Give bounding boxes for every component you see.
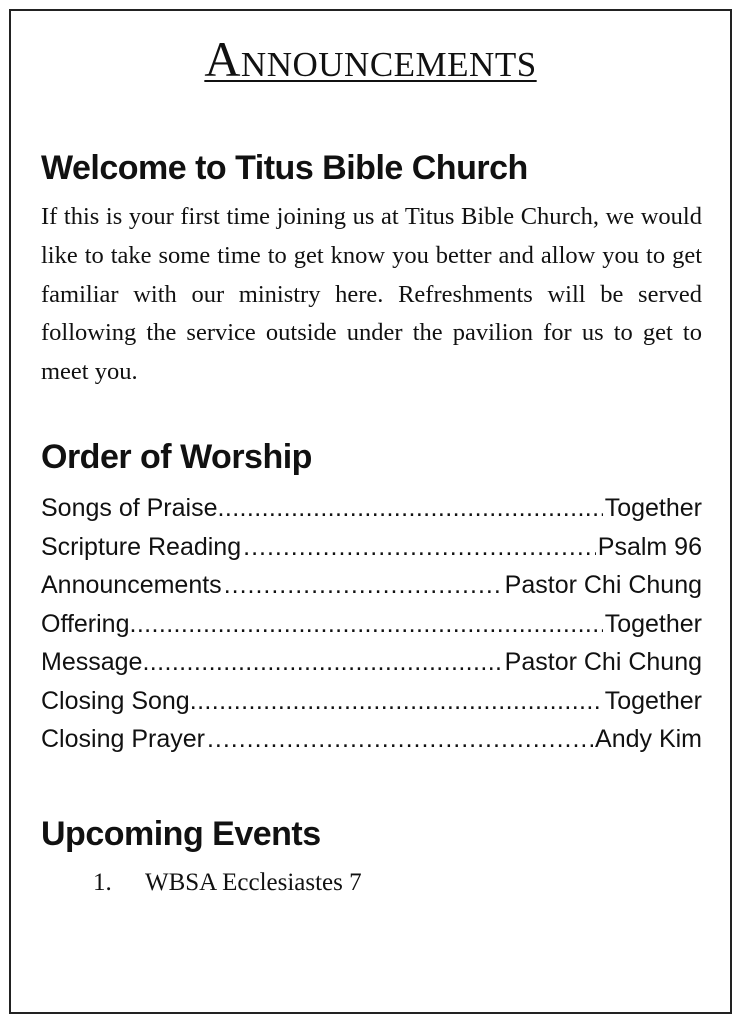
dot-leader — [207, 720, 593, 759]
event-number: 1. — [93, 869, 112, 896]
worship-row — [41, 682, 702, 721]
worship-item: Songs of Praise — [41, 494, 218, 522]
content-area — [41, 11, 702, 1012]
worship-leader: Psalm 96 — [597, 532, 702, 561]
worship-leader: Together — [604, 686, 702, 715]
worship-leader: Together — [604, 494, 702, 522]
dot-leader — [142, 643, 502, 682]
order-of-worship-heading: Order of Worship — [41, 438, 312, 476]
dot-leader — [218, 489, 603, 528]
dot-leader — [129, 605, 602, 644]
worship-leader: Together — [604, 609, 702, 638]
event-text: WBSA Ecclesiastes 7 — [145, 869, 362, 896]
worship-item: Message — [41, 648, 143, 676]
worship-item: Announcements — [41, 571, 222, 599]
worship-item: Scripture Reading — [41, 532, 242, 561]
worship-item: Closing Song — [41, 686, 190, 715]
worship-row — [41, 605, 702, 644]
worship-item: Offering — [41, 609, 130, 638]
worship-row — [41, 566, 702, 605]
upcoming-events-list — [93, 864, 362, 902]
welcome-heading: Welcome to Titus Bible Church — [41, 149, 528, 187]
dot-leader — [224, 566, 503, 605]
announcement-card — [9, 9, 732, 1014]
worship-leader: Pastor Chi Chung — [504, 571, 702, 599]
worship-row — [41, 489, 702, 528]
upcoming-events-heading: Upcoming Events — [41, 815, 321, 853]
event-item — [93, 864, 362, 902]
worship-row — [41, 720, 702, 759]
page-title: Announcements — [204, 31, 537, 87]
worship-leader: Andy Kim — [595, 725, 702, 753]
worship-row — [41, 528, 702, 567]
worship-row — [41, 643, 702, 682]
order-of-worship-list — [41, 489, 702, 759]
worship-item: Closing Prayer — [41, 725, 205, 753]
dot-leader — [190, 682, 603, 721]
welcome-paragraph: If this is your first time joining us at Titus Bible Church, we would like to take some time to get know you better and allow you to get familiar with our ministry here. Refreshments will be served following the service outside under the pavilion for us to get to meet you. — [41, 203, 702, 386]
dot-leader — [243, 528, 596, 567]
worship-leader: Pastor Chi Chung — [504, 648, 702, 676]
